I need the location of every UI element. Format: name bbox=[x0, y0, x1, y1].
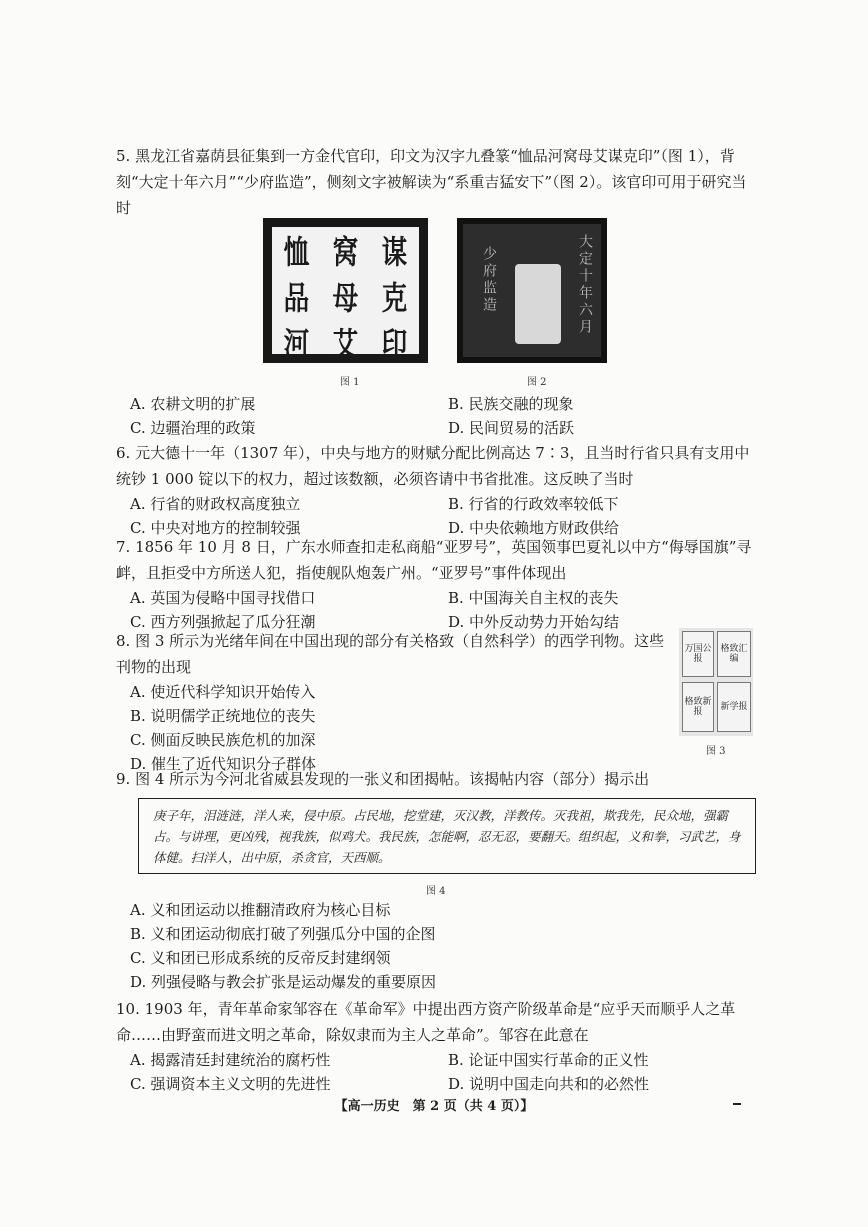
seal-char: 恤 bbox=[283, 233, 310, 271]
option-a[interactable]: A. 英国为侵略中国寻找借口 bbox=[130, 589, 316, 607]
option-c[interactable]: C. 西方列强掀起了瓜分狂潮 bbox=[130, 613, 316, 631]
question-10-stem: 10. 1903 年，青年革命家邹容在《革命军》中提出西方资产阶级革命是“应乎天而顺乎人之革命……由野蛮而进文明之革命，除奴隶而为主人之革命”。邹容在此意在 bbox=[116, 1000, 736, 1044]
question-9-options bbox=[116, 898, 756, 994]
option-c[interactable]: C. 侧面反映民族危机的加深 bbox=[130, 731, 316, 749]
option-c[interactable]: C. 义和团已形成系统的反帝反封建纲领 bbox=[130, 949, 391, 967]
option-b[interactable]: B. 中国海关自主权的丧失 bbox=[448, 589, 619, 607]
seal-char: 品 bbox=[283, 279, 310, 317]
option-b[interactable]: B. 义和团运动彻底打破了列强瓜分中国的企图 bbox=[130, 925, 436, 943]
figure-3-caption: 图 3 bbox=[706, 746, 726, 757]
question-9-stem: 9. 图 4 所示为今河北省威县发现的一张义和团揭帖。该揭帖内容（部分）揭示出 bbox=[116, 770, 650, 788]
option-d[interactable]: D. 列强侵略与教会扩张是运动爆发的重要原因 bbox=[130, 973, 437, 991]
question-8 bbox=[116, 628, 668, 776]
option-c[interactable]: C. 中央对地方的控制较强 bbox=[130, 519, 301, 537]
option-b[interactable]: B. 行省的行政效率较低下 bbox=[448, 495, 619, 513]
question-5-stem: 5. 黑龙江省嘉荫县征集到一方金代官印，印文为汉字九叠篆“恤品河窝母艾谋克印”（图 1），背刻“大定十年六月”“少府监造”，侧刻文字被解读为“系重吉猛安下”（图 2）。该官印可用于研究当时 bbox=[116, 147, 747, 217]
seal-handle bbox=[515, 264, 561, 344]
question-9 bbox=[116, 766, 756, 792]
option-d[interactable]: D. 中外反动势力开始勾结 bbox=[448, 613, 620, 631]
seal-back-inscription: 少府监造 bbox=[481, 246, 497, 314]
option-b[interactable]: B. 说明儒学正统地位的丧失 bbox=[130, 707, 316, 725]
option-d[interactable]: D. 中央依赖地方财政供给 bbox=[448, 519, 620, 537]
question-7-stem: 7. 1856 年 10 月 8 日，广东水师查扣走私商船“亚罗号”，英国领事巴夏礼以中方“侮辱国旗”寻衅，且拒受中方所送人犯，指使舰队炮轰广州。“亚罗号”事件体现出 bbox=[116, 538, 752, 582]
option-a[interactable]: A. 揭露清廷封建统治的腐朽性 bbox=[130, 1051, 331, 1069]
question-6 bbox=[116, 440, 756, 540]
option-c[interactable]: C. 边疆治理的政策 bbox=[130, 419, 256, 437]
option-a[interactable]: A. 义和团运动以推翻清政府为核心目标 bbox=[130, 901, 391, 919]
journal-cover: 格致新报 bbox=[682, 682, 714, 732]
seal-char: 印 bbox=[381, 325, 408, 363]
question-7 bbox=[116, 534, 756, 634]
seal-side-inscription: 大定十年六月 bbox=[577, 234, 593, 336]
option-a[interactable]: A. 农耕文明的扩展 bbox=[130, 395, 256, 413]
seal-char: 河 bbox=[283, 325, 310, 363]
option-d[interactable]: D. 说明中国走向共和的必然性 bbox=[448, 1075, 650, 1093]
option-a[interactable]: A. 行省的财政权高度独立 bbox=[130, 495, 301, 513]
journal-cover: 万国公报 bbox=[682, 631, 714, 677]
question-5 bbox=[116, 143, 756, 221]
question-8-stem: 8. 图 3 所示为光绪年间在中国出现的部分有关格致（自然科学）的西学刊物。这些刊物的出现 bbox=[116, 632, 665, 676]
figure-1-caption: 图 1 bbox=[340, 377, 360, 388]
page-footer: 【高一历史 第 2 页（共 4 页）】 bbox=[334, 1099, 534, 1114]
figure-2-caption: 图 2 bbox=[527, 377, 547, 388]
seal-side-photo-figure bbox=[457, 218, 607, 363]
question-6-stem: 6. 元大德十一年（1307 年），中央与地方的财赋分配比例高达 7∶3，且当时行省只具有支用中统钞 1 000 锭以下的权力，超过该数额，必须咨请中书省批准。这反映了当时 bbox=[116, 444, 750, 488]
option-c[interactable]: C. 强调资本主义文明的先进性 bbox=[130, 1075, 331, 1093]
option-b[interactable]: B. 论证中国实行革命的正义性 bbox=[448, 1051, 649, 1069]
option-b[interactable]: B. 民族交融的现象 bbox=[448, 395, 574, 413]
question-5-options bbox=[116, 392, 756, 440]
page-mark bbox=[733, 1103, 741, 1105]
journal-cover: 新学报 bbox=[717, 682, 751, 732]
option-d[interactable]: D. 催生了近代知识分子群体 bbox=[130, 755, 317, 773]
option-d[interactable]: D. 民间贸易的活跃 bbox=[448, 419, 575, 437]
seal-char: 窝 bbox=[332, 233, 359, 271]
figure-4-caption: 图 4 bbox=[426, 886, 446, 897]
journal-cover: 格致汇编 bbox=[717, 631, 751, 677]
question-10 bbox=[116, 996, 756, 1096]
seal-impression-figure bbox=[263, 218, 428, 363]
seal-char: 谋 bbox=[381, 233, 408, 271]
seal-char: 母 bbox=[332, 279, 359, 317]
seal-char: 克 bbox=[381, 279, 408, 317]
boxer-poster-quote: 庚子年，泪涟涟，洋人来，侵中原。占民地，挖堂建，灭汉教，洋教传。灭我祖，欺我先，民众地，强霸占。与讲理，更凶残，视我族，似鸡犬。我民族，怎能啊，忍无忍，要翻天。组织起，义和拳，习武艺，身体健。扫洋人，出中原，杀贪官，天西顺。 bbox=[138, 798, 756, 874]
option-a[interactable]: A. 使近代科学知识开始传入 bbox=[130, 683, 316, 701]
seal-char: 艾 bbox=[332, 325, 359, 363]
journals-figure bbox=[679, 628, 753, 736]
